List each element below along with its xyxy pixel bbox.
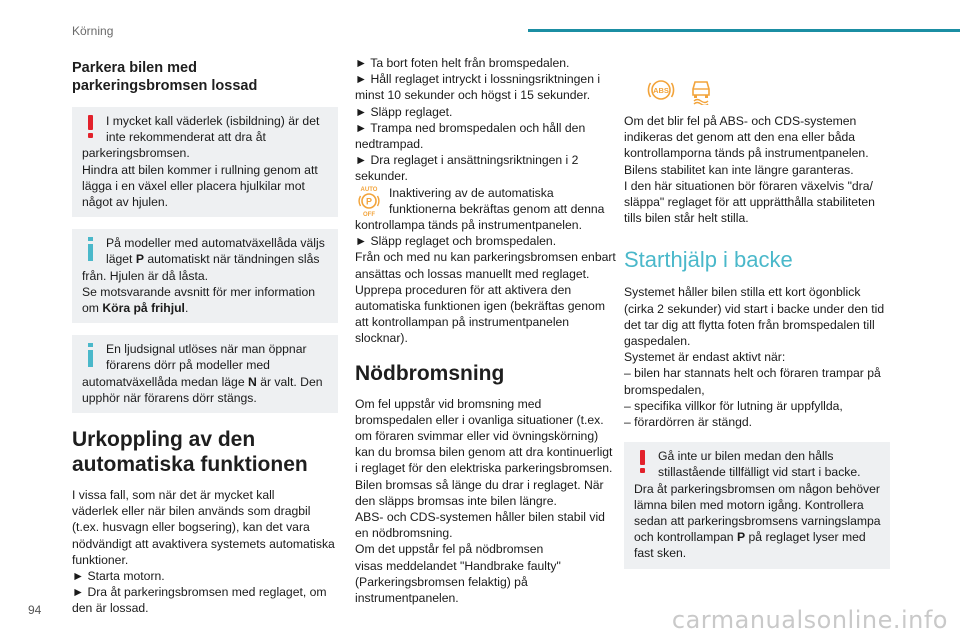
body-line: kontrollampa tänds på instrumentpanelen. [355, 218, 582, 233]
info-icon [83, 343, 99, 367]
note-line: och kontrollampan P på reglaget lyser med [634, 530, 866, 545]
note-line: Hindra att bilen kommer i rullning genom att [82, 162, 318, 177]
note-line: lämna bilen med motorn igång. Kontrollera [634, 497, 864, 512]
body-line: funktioner. [72, 552, 129, 567]
icon-label-off: OFF [363, 211, 375, 217]
body-line: indikeras det genom att den ena eller båda [624, 130, 856, 145]
section-title-emergency-braking: Nödbromsning [355, 361, 505, 385]
step-line: ► Ta bort foten helt från bromspedalen. [355, 56, 570, 70]
note-line: upphör när förarens dörr stängs. [82, 390, 257, 405]
body-line: instrumentpanelen. [355, 591, 459, 606]
info-note-automatic-gearbox [72, 229, 338, 323]
body-line: bromspedalen eller i ovanliga situationer (t.ex. [355, 412, 604, 427]
body-line: släppa" reglaget för att upprätthålla stabiliteten [624, 195, 875, 210]
body-line: Bilens stabilitet kan inte längre garanteras. [624, 162, 854, 177]
body-line: bromspedalen, [624, 382, 705, 397]
note-line: parkeringsbromsen. [82, 146, 190, 161]
column-3 [624, 55, 890, 581]
body-line: Systemet är endast aktivt när: [624, 350, 786, 365]
note-line: om Köra på frihjul. [82, 301, 189, 316]
auto-p-off-icon [355, 185, 383, 217]
warning-note-hill-start [624, 442, 890, 568]
body-line: (t.ex. husvagn eller bogsering), kan det vara [72, 520, 310, 535]
step-line: sekunder. [355, 169, 408, 184]
note-line: läget P automatiskt när tändningen slås [106, 252, 320, 267]
body-line: om föraren svimmar eller vid övningskörning) [355, 429, 599, 444]
note-line: En ljudsignal utlöses när man öppnar [106, 342, 307, 357]
note-line: lägga i en växel eller placera hjulkilar mot [82, 178, 305, 193]
step-line: minst 10 sekunder och högst i 15 sekunder. [355, 88, 591, 103]
step-line: ► Trampa ned bromspedalen och håll den [355, 120, 586, 135]
body-line: Upprepa proceduren för att aktivera den [355, 282, 572, 297]
icon-label-auto: AUTO [360, 186, 378, 193]
section-title-deactivation [72, 427, 338, 477]
stability-control-icon [686, 75, 716, 105]
watermark: carmanualsonline.info [671, 606, 948, 634]
section-label: Körning [72, 24, 114, 38]
body-line: Systemet håller bilen stilla ett kort ögonblick [624, 285, 861, 300]
body-line: I den här situationen bör föraren växelvis "dra/ [624, 178, 873, 193]
body-line: (cirka 2 sekunder) vid start i backe under den tid [624, 301, 885, 316]
body-line: Bilen bromsas så länge du drar i reglaget. När [355, 477, 604, 492]
step-line: ► Släpp reglaget. [355, 104, 453, 119]
title-line: Parkera bilen med [72, 60, 197, 76]
body-line: – förardörren är stängd. [624, 415, 753, 430]
body-line: visas meddelandet "Handbrake faulty" [355, 558, 561, 573]
column-1 [72, 55, 338, 617]
abs-icon-label: ABS [653, 86, 669, 95]
page-number: 94 [28, 603, 42, 617]
body-line: Från och med nu kan parkeringsbromsen enbart [355, 250, 616, 265]
abs-icon [646, 75, 676, 105]
body-line: nödvändigt att avaktivera systemets automatiska [72, 536, 335, 551]
note-line: Dra åt parkeringsbromsen om någon behöver [634, 481, 880, 496]
header-rule [528, 29, 960, 32]
warning-note-cold-weather [72, 107, 338, 217]
title-line: Urkoppling av den [72, 428, 256, 452]
section-title-park-released [72, 59, 338, 95]
note-line: Gå inte ur bilen medan den hålls [658, 449, 834, 464]
icon-label-p: P [365, 196, 373, 207]
paragraph-abs-fault [624, 113, 890, 226]
body-line: – bilen har stannats helt och föraren trampar på [624, 366, 881, 381]
body-line: ► Släpp reglaget och bromspedalen. [355, 234, 557, 249]
note-line: automatväxellåda medan läge N är valt. Den [82, 374, 323, 389]
body-line: ABS- och CDS-systemen håller bilen stabil vid [355, 510, 605, 525]
body-line: Inaktivering av de automatiska [389, 185, 554, 200]
body-line: den släpps bromsas inte bilen längre. [355, 493, 557, 508]
exclamation-warning-icon [635, 450, 651, 474]
column-2 [355, 55, 621, 606]
paragraph-deactivation [72, 487, 338, 617]
note-line: Se motsvarande avsnitt för mer information [82, 284, 316, 299]
info-note-audible-signal [72, 335, 338, 413]
body-line: att kontrollampan på instrumentpanelen [355, 315, 570, 330]
body-line: slocknar). [355, 331, 408, 346]
exclamation-warning-icon [83, 115, 99, 139]
body-line: kontrollamporna tänds på instrumentpanelen. [624, 146, 869, 161]
body-line: tills bilen står helt stilla. [624, 211, 749, 226]
note-line: något av hjulen. [82, 195, 169, 210]
step-line: ► Dra reglaget i ansättningsriktningen i 2 [355, 153, 579, 168]
step-line: nedtrampad. [355, 137, 424, 152]
warning-lamp-icons [646, 75, 890, 105]
body-line: kan du bromsa bilen genom att dra kontinuerligt [355, 445, 613, 460]
procedure-steps [355, 55, 621, 185]
body-line: I vissa fall, som när det är mycket kall [72, 488, 275, 503]
body-line: väderlek eller när bilen används som dragbil [72, 504, 311, 519]
note-line: I mycket kall väderlek (isbildning) är det [106, 114, 320, 128]
body-line: den är lossad. [72, 601, 149, 616]
note-line: inte rekommenderat att dra åt [106, 130, 266, 145]
body-line: det tar dig att flytta foten från bromspedalen till [624, 317, 875, 332]
note-line: På modeller med automatväxellåda väljs [106, 236, 325, 251]
paragraph-emergency-braking [355, 396, 621, 607]
note-line: stillastående tillfälligt vid start i backe. [658, 465, 861, 480]
note-line: från. Hjulen är då låsta. [82, 268, 209, 283]
body-line: (Parkeringsbromsen felaktig) på [355, 574, 528, 589]
body-line: funktionerna bekräftas genom att denna [389, 201, 605, 216]
body-line: ► Starta motorn. [72, 569, 165, 584]
body-line: ansättas och lossas manuellt med reglaget. [355, 266, 590, 281]
body-line: ► Dra åt parkeringsbromsen med reglaget, om [72, 585, 327, 600]
title-line: automatiska funktionen [72, 453, 308, 477]
body-line: en nödbromsning. [355, 526, 453, 541]
body-line: – specifika villkor för lutning är uppfyllda, [624, 398, 843, 413]
section-title-hill-start: Starthjälp i backe [624, 247, 793, 273]
title-line: parkeringsbromsen lossad [72, 78, 258, 94]
auto-off-confirmation [355, 185, 621, 347]
note-line: fast sken. [634, 546, 687, 561]
body-line: automatiska funktionen igen (bekräftas genom [355, 299, 605, 314]
body-line: Om fel uppstår vid bromsning med [355, 396, 542, 411]
note-line: förarens dörr på modeller med [106, 358, 270, 373]
info-icon [83, 237, 99, 261]
body-line: i reglaget för den elektriska parkeringsbromsen. [355, 461, 613, 476]
body-line: Om det blir fel på ABS- och CDS-systemen [624, 114, 857, 128]
body-line: gaspedalen. [624, 334, 691, 349]
note-line: sedan att parkeringsbromsens varningslampa [634, 514, 881, 529]
step-line: ► Håll reglaget intryckt i lossningsriktningen i [355, 72, 601, 87]
body-line: Om det uppstår fel på nödbromsen [355, 542, 544, 557]
paragraph-hill-start [624, 284, 890, 430]
